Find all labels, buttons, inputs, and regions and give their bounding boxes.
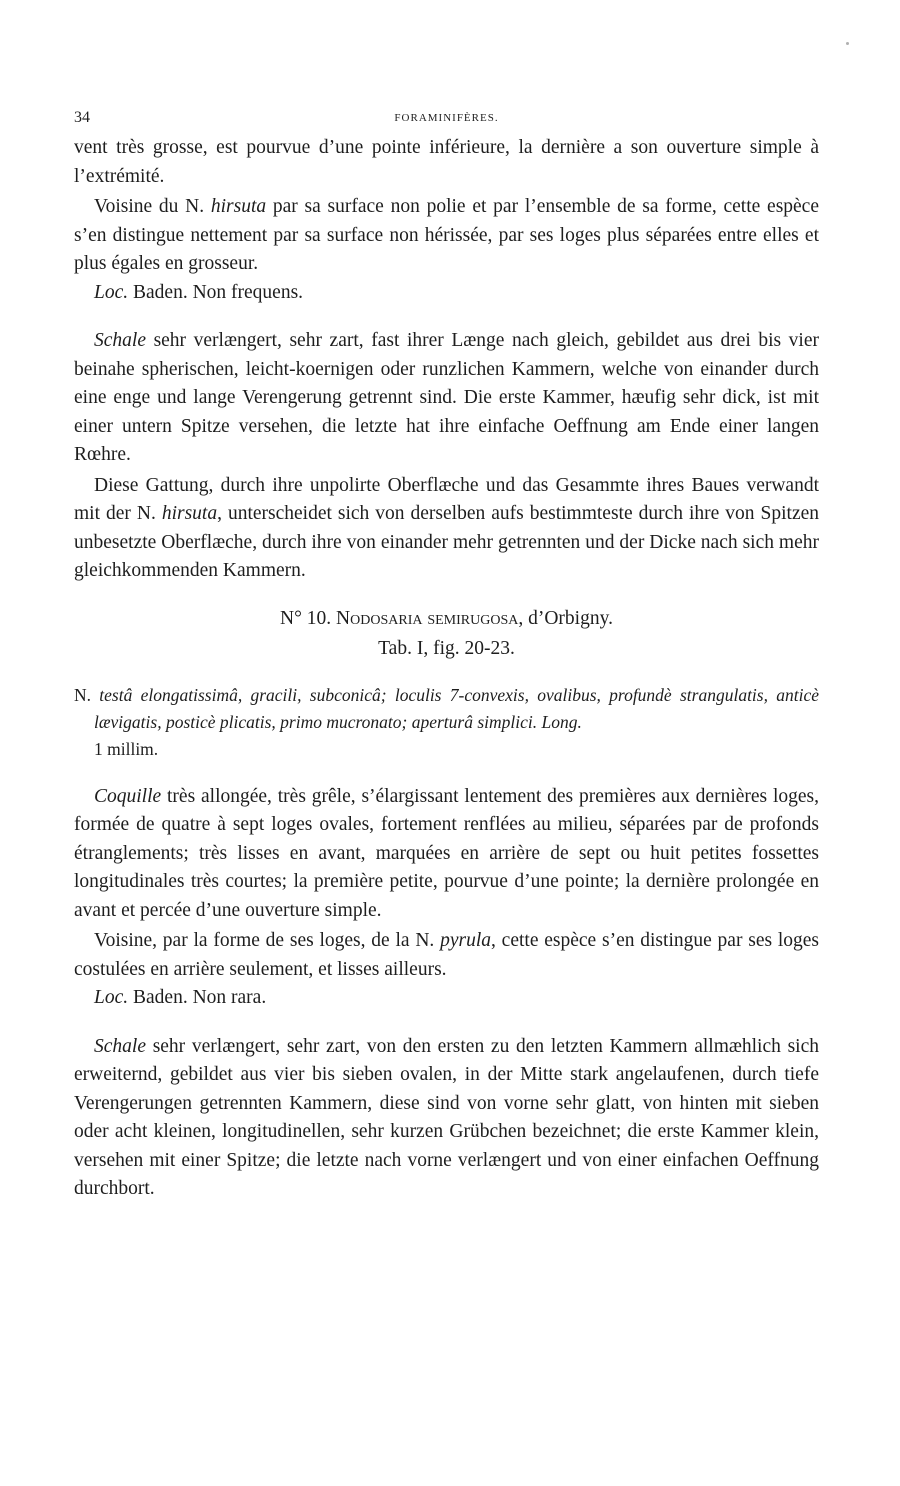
paragraph-schale: Schale sehr verlængert, sehr zart, von den ersten zu den letzten Kammern allmæhlich sich erweiternd, gebildet aus vier bis sieben ovalen, in der Mitte stark angelaufenen, durch tiefe Verengerungen getrennten Kammern, diese sind von vorne sehr glatt, von hinten mit sieben oder acht kleinen, longitudinellen, sehr kurzen Grübchen bezeichnet; die erste Kammer klein, versehen mit einer Spitze; die letzte nach vorne verlængert und von einer einfachen Oeffnung durchbort. xyxy=(74,1035,819,1199)
paragraph-comparison-fr: Voisine du N. hirsuta par sa surface non polie et par l’ensemble de sa forme, cette espèce s’en distingue nettement par sa surface non hérissée, par ses loges plus séparées entre elles et plus égales en grosseur. xyxy=(74,196,819,274)
paragraph-voisine: Voisine, par la forme de ses loges, de la N. pyrula, cette espèce s’en distingue par ses loges costulées en arrière seulement, et lisses ailleurs. xyxy=(74,930,820,980)
running-title: FORAMINIFÈRES. xyxy=(394,112,499,124)
page-body xyxy=(74,106,819,1204)
paragraph-comparison-de: Diese Gattung, durch ihre unpolirte Oberflæche und das Gesammte ihres Baues verwandt mit der N. hirsuta, unterscheidet sich von derselben aufs bestimmteste durch ihre von Spitzen unbesetzte Oberflæche, durch ihre von einander mehr getrennten und der Dicke nach sich mehr gleichkommenden Kammern. xyxy=(74,474,819,581)
page-number: 34 xyxy=(74,109,90,126)
stray-mark xyxy=(846,42,849,45)
paragraph-loc: Loc. Baden. Non rara. xyxy=(94,987,267,1008)
species-author: , d’Orbigny. xyxy=(518,607,613,629)
species-title xyxy=(74,604,819,634)
species-number: N° 10. xyxy=(280,607,332,629)
species-name: Nodosaria semirugosa xyxy=(336,607,519,629)
paragraph-description-de: Schale sehr verlængert, sehr zart, fast ihrer Længe nach gleich, gebildet aus drei bis vier beinahe spherischen, leicht-koernigen oder runzlichen Kammern, welche von einander durch eine enge und lange Verengerung getrennt sind. Die erste Kammer, hæufig sehr dick, ist mit einer untern Spitze versehen, die letzte hat ihre einfache Oeffnung am Ende einer langen Rœhre. xyxy=(74,330,819,465)
running-head xyxy=(74,106,819,130)
latin-diagnosis: N. testâ elongatissimâ, gracili, subconicâ; loculis 7-convexis, ovalibus, profundè strangulatis, anticè lævigatis, posticè plicatis, primo mucronato; aperturâ simplici. Long. 1 millim. xyxy=(74,684,819,759)
species-heading xyxy=(74,604,819,664)
paragraph-coquille: Coquille très allongée, très grêle, s’élargissant lentement des premières aux dernières loges, formée de quatre à sept loges ovales, fortement renflées au milieu, séparées par de profonds étranglements; très lisses en avant, marquées en arrière de sept ou huit petites fossettes longitudinales très courtes; la première petite, pourvue d’une pointe; la dernière prolongée en avant et percée d’une ouverture simple. xyxy=(74,785,819,921)
paragraph-locality: Loc. Baden. Non frequens. xyxy=(94,281,304,303)
paragraph-continuation: vent très grosse, est pourvue d’une pointe inférieure, la dernière a son ouverture simple à l’extrémité. xyxy=(74,137,819,187)
species-plate: Tab. I, fig. 20-23. xyxy=(378,637,515,659)
